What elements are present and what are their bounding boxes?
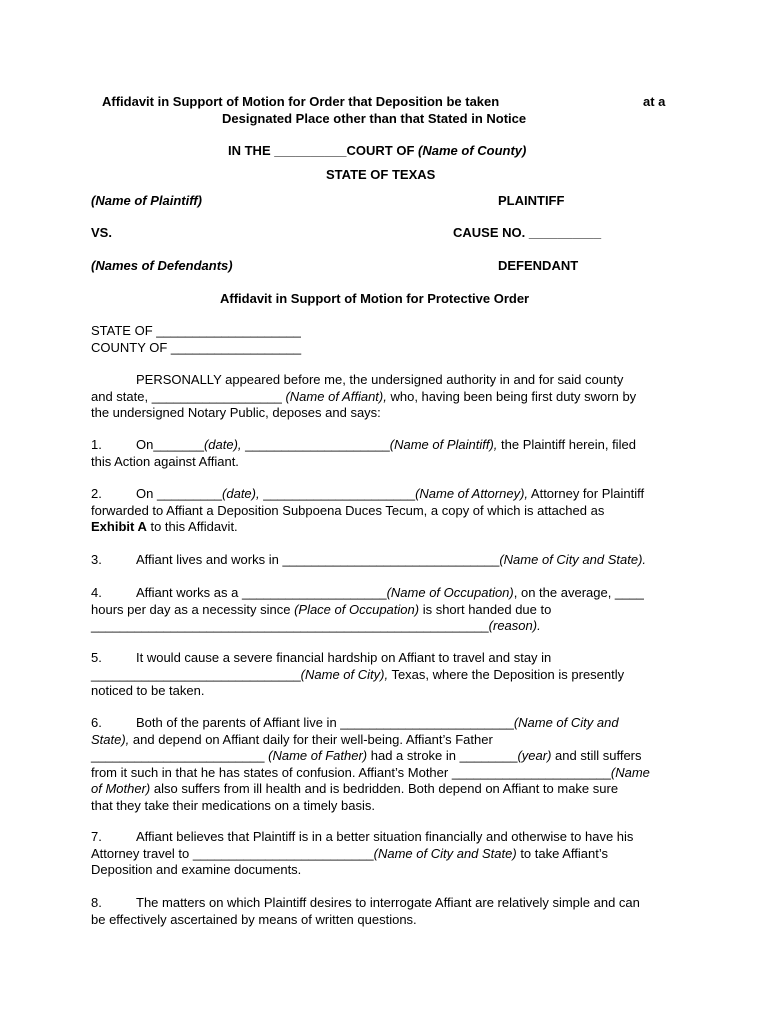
intro-paragraph: PERSONALLY appeared before me, the undersigned authority in and for said county and state, __________________ (Name of Affiant), who, having been being first duty sworn by the undersigned Notary Public, deposes and says: bbox=[91, 372, 637, 420]
county-placeholder: (Name of County) bbox=[418, 143, 527, 158]
title-line-2: Designated Place other than that Stated in Notice bbox=[222, 111, 527, 126]
venue-block bbox=[91, 323, 685, 356]
court-line: IN THE __________COURT OF (Name of County) bbox=[228, 143, 527, 158]
plaintiff-name: (Name of Plaintiff) bbox=[91, 193, 202, 208]
paragraph-1: 1. On_______(date), ____________________(Name of Plaintiff), the Plaintiff herein, filed this Action against Affiant. bbox=[91, 437, 636, 469]
defendants-name: (Names of Defendants) bbox=[91, 258, 233, 273]
venue-state: STATE OF ____________________ bbox=[91, 323, 301, 338]
paragraph-4: 4. Affiant works as a ____________________(Name of Occupation), on the average, ____ hours per day as a necessity since (Place of Occupation) is short handed due to _______________________________________________________(reason). bbox=[91, 585, 644, 633]
paragraph-3: 3. Affiant lives and works in ______________________________(Name of City and State). bbox=[91, 552, 647, 567]
venue-county: COUNTY OF __________________ bbox=[91, 339, 302, 355]
title-at-a: at a bbox=[643, 94, 666, 109]
state-of-texas: STATE OF TEXAS bbox=[326, 167, 436, 182]
paragraph-7: 7. Affiant believes that Plaintiff is in a better situation financially and otherwise to have his Attorney travel to _________________________(Name of City and State) to take Affiant’s Deposition and examine documents. bbox=[91, 829, 634, 877]
paragraph-5: 5. It would cause a severe financial hardship on Affiant to travel and stay in _____________________________(Name of City), Texas, where the Deposition is presently noticed to be taken. bbox=[91, 650, 625, 698]
defendant-label: DEFENDANT bbox=[498, 258, 579, 273]
title-line-1: Affidavit in Support of Motion for Order that Deposition be taken bbox=[102, 94, 500, 109]
paragraph-6: 6. Both of the parents of Affiant live in ________________________(Name of City and State), and depend on Affiant daily for their well-being. Affiant’s Father ________________________ (Name of Father) had a stroke in ________(year) and still suffers from it such in that he has states of confusion. Affiant’s Mother ______________________(Name of Mother) also suffers from ill health and is bedridden. Both depend on Affiant to make sure that they take their medications on a timely basis. bbox=[91, 715, 650, 813]
affidavit-title: Affidavit in Support of Motion for Protective Order bbox=[220, 291, 530, 306]
plaintiff-label: PLAINTIFF bbox=[498, 193, 565, 208]
cause-number: CAUSE NO. __________ bbox=[453, 225, 602, 240]
paragraph-2: 2. On _________(date), _____________________(Name of Attorney), Attorney for Plaintiff forwarded to Affiant a Deposition Subpoena Duces Tecum, a copy of which is attached as Exhibit A to this Affidavit. bbox=[91, 486, 645, 534]
exhibit-a: Exhibit A bbox=[91, 519, 147, 534]
paragraph-8: 8. The matters on which Plaintiff desires to interrogate Affiant are relatively simple and can be effectively ascertained by means of written questions. bbox=[91, 895, 640, 927]
vs-label: VS. bbox=[91, 225, 112, 240]
